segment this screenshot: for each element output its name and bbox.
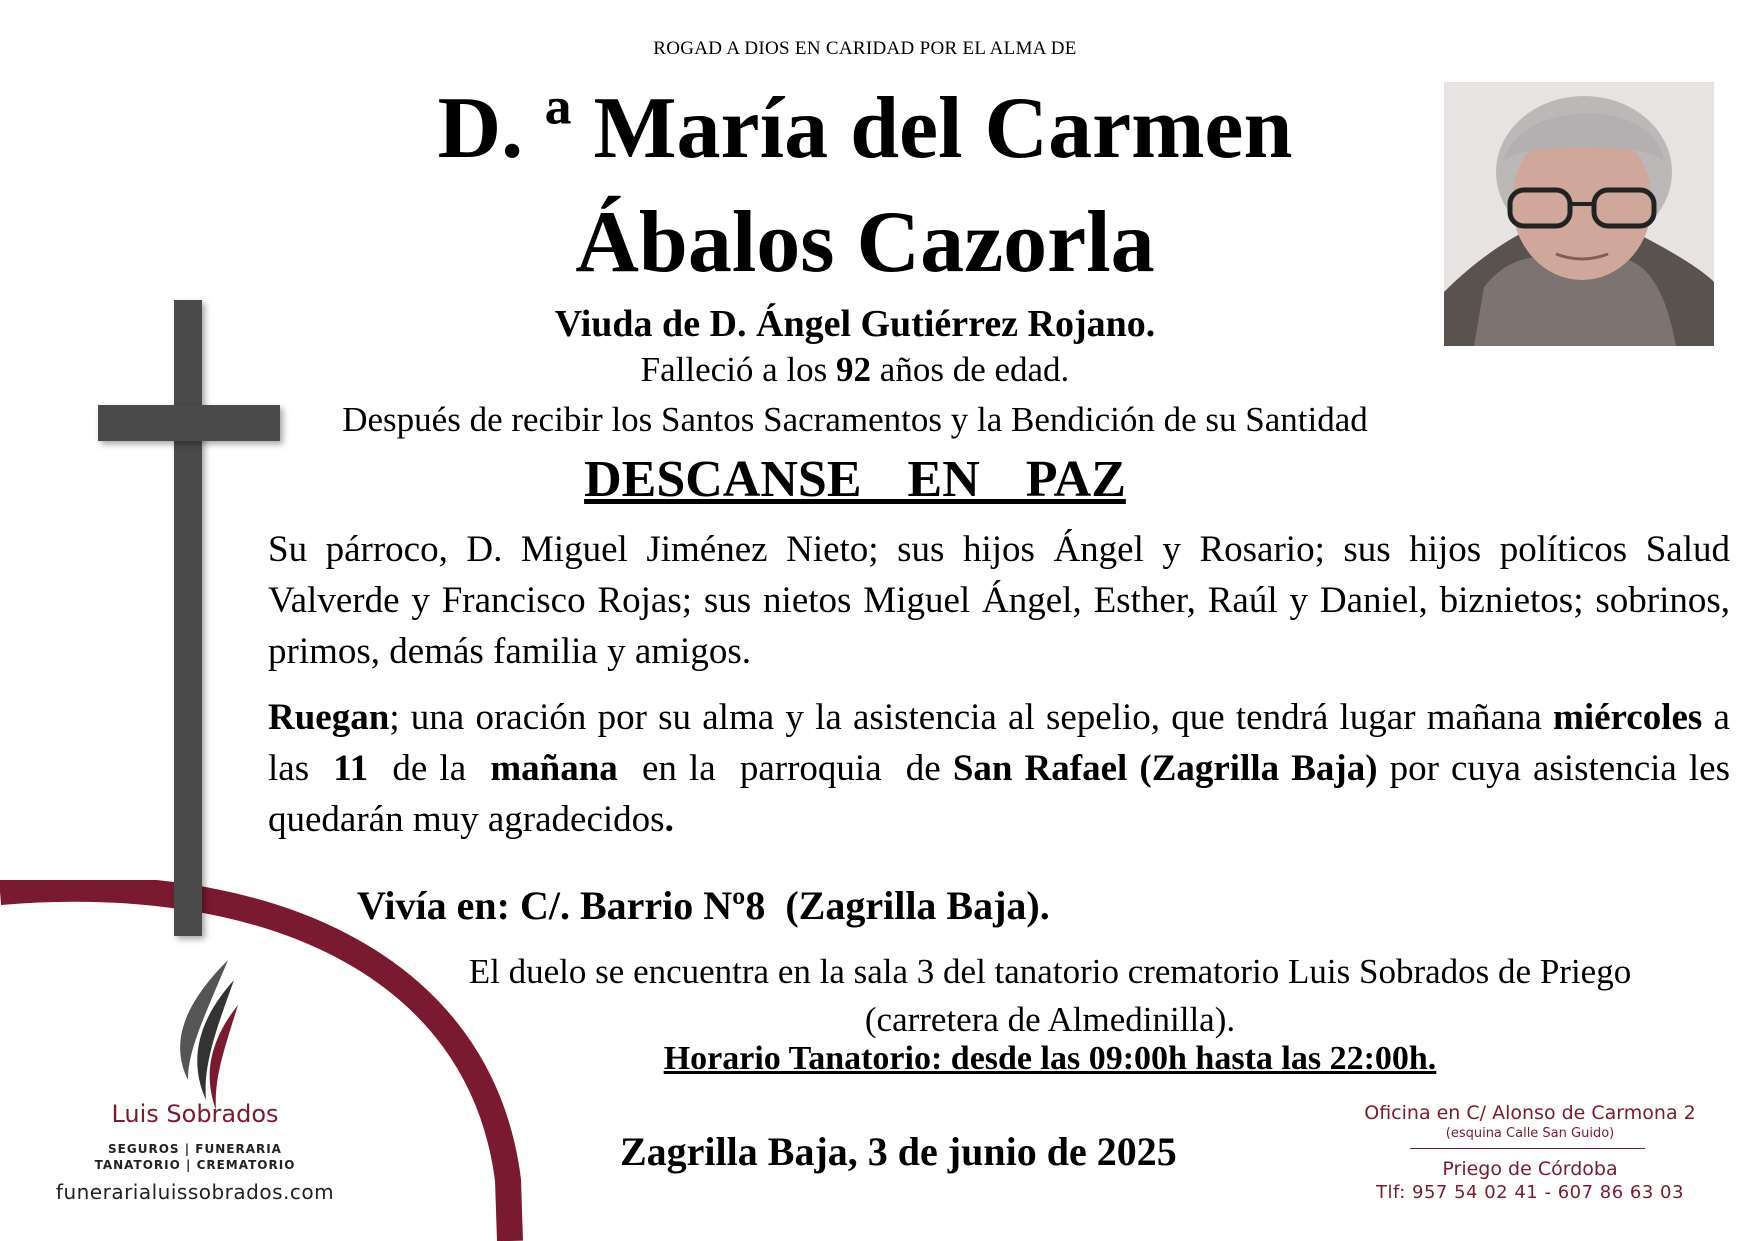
wake-line1: El duelo se encuentra en la sala 3 del tanatorio crematorio Luis Sobrados de Priego xyxy=(468,952,1632,991)
family-paragraph: Su párroco, D. Miguel Jiménez Nieto; sus hijos Ángel y Rosario; sus hijos políticos Salud Valverde y Francisco Rojas; sus nietos Miguel Ángel, Esther, Raúl y Daniel, biznietos; sobrinos, primos, demás familia y amigos. xyxy=(268,529,1730,672)
deceased-name-line1: D. ª María del Carmen xyxy=(437,80,1293,177)
widow-of: Viuda de D. Ángel Gutiérrez Rojano. xyxy=(554,303,1156,345)
request-text-3: de la xyxy=(368,748,491,789)
ruegan-label: Ruegan xyxy=(268,697,390,738)
request-text-1: ; una oración por su alma y la asistencia al sepelio, que tendrá lugar mañana xyxy=(389,697,1554,738)
burial-hour: 11 xyxy=(333,748,369,789)
place-and-date: Zagrilla Baja, 3 de junio de 2025 xyxy=(620,1129,1177,1174)
request-end: . xyxy=(664,799,674,840)
logo-name: Luis Sobrados xyxy=(111,1100,279,1128)
request-paragraph xyxy=(268,692,1740,845)
sacraments-line: Después de recibir los Santos Sacramentos y la Bendición de su Santidad xyxy=(342,400,1368,439)
age-line xyxy=(0,350,1710,390)
request-text-5: por cuya asistencia les quedarán muy agradecidos xyxy=(268,748,1740,840)
office-phone: Tlf: 957 54 02 41 - 607 86 63 03 xyxy=(1376,1182,1684,1203)
request-text-2: a las xyxy=(268,697,1740,789)
office-address: Oficina en C/ Alonso de Carmona 2 xyxy=(1364,1102,1696,1124)
age-prefix: Falleció a los xyxy=(640,350,837,389)
logo-url: funerarialuissobrados.com xyxy=(55,1180,335,1204)
cross-icon xyxy=(174,300,202,936)
home-address: Vivía en: C/. Barrio Nº8 (Zagrilla Baja). xyxy=(357,883,1050,928)
pretitle: ROGAD A DIOS EN CARIDAD POR EL ALMA DE xyxy=(653,38,1077,59)
wake-line2: (carretera de Almedinilla). xyxy=(864,1000,1236,1039)
rest-in-peace-heading: DESCANSE EN PAZ xyxy=(584,451,1126,508)
wake-hours: Horario Tanatorio: desde las 09:00h hasta las 22:00h. xyxy=(663,1040,1437,1077)
office-divider xyxy=(1410,1148,1645,1149)
burial-period: mañana xyxy=(490,748,618,789)
age-value: 92 xyxy=(836,350,872,389)
logo-services-1: SEGUROS | FUNERARIA xyxy=(108,1142,282,1156)
office-corner: (esquina Calle San Guido) xyxy=(1445,1126,1615,1141)
logo-services-2: TANATORIO | CREMATORIO xyxy=(94,1158,296,1172)
wake-info xyxy=(380,948,1720,1044)
age-suffix: años de edad. xyxy=(871,350,1070,389)
burial-place: San Rafael (Zagrilla Baja) xyxy=(952,748,1378,789)
burial-day: miércoles xyxy=(1553,697,1703,738)
request-text-4: en la parroquia de xyxy=(617,748,953,789)
office-city: Priego de Córdoba xyxy=(1442,1158,1618,1180)
deceased-name-line2: Ábalos Cazorla xyxy=(575,194,1155,291)
